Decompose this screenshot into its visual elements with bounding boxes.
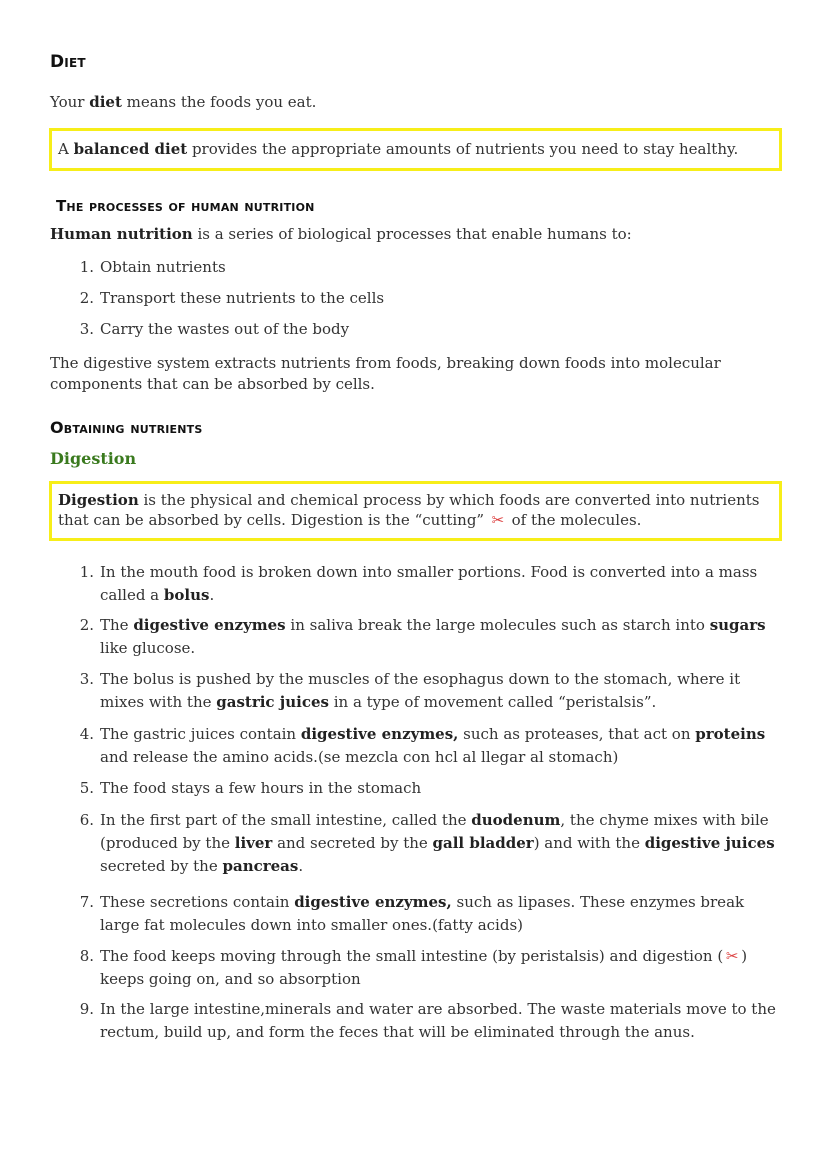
digestion-callout: Digestion is the physical and chemical process by which foods are converted into nutrients that can be absorbed by cells. Digestion is the “cutting” ✂ of the molecules. [49,481,782,541]
heading-obtaining-nutrients: Obtaining nutrients [50,418,203,437]
nutrition-intro: Human nutrition is a series of biological processes that enable humans to: [50,225,632,243]
subheading-digestion: Digestion [50,449,137,468]
diet-definition: Your diet means the foods you eat. [50,93,317,111]
list-item: 9. In the large intestine,minerals and water are absorbed. The waste materials move to the rectum, build up, and form the feces that will be eliminated through the anus. [79,1000,776,1041]
scissors-icon: ✂ [491,511,505,529]
heading-processes: The processes of human nutrition [56,197,315,215]
list-item: 5. The food stays a few hours in the stomach [79,779,422,797]
list-item: 2. The digestive enzymes in saliva break the large molecules such as starch into sugars like glucose. [79,616,766,657]
list-item: 4. The gastric juices contain digestive enzymes, such as proteases, that act on proteins and release the amino acids.(se mezcla con hcl al llegar al stomach) [79,725,766,766]
list-item: 1. In the mouth food is broken down into smaller portions. Food is converted into a mass called a bolus. [79,563,758,604]
list-item: 3. The bolus is pushed by the muscles of the esophagus down to the stomach, where it mixes with the gastric juices in a type of movement called “peristalsis”. [79,670,741,711]
digestive-system-summary: The digestive system extracts nutrients from foods, breaking down foods into molecular components that can be absorbed by cells. [50,354,721,393]
list-item: 3. Carry the wastes out of the body [79,320,350,338]
list-item: 8. The food keeps moving through the small intestine (by peristalsis) and digestion ( ✂ ) keeps going on, and so absorption [79,947,748,988]
scissors-icon: ✂ [725,947,739,965]
list-item: 1. Obtain nutrients [79,258,226,276]
list-item: 7. These secretions contain digestive enzymes, such as lipases. These enzymes break large fat molecules down into smaller ones.(fatty acids) [79,893,745,934]
heading-diet: Diet [50,52,86,72]
list-item: 2. Transport these nutrients to the cells [79,289,385,307]
list-item: 6. In the first part of the small intestine, called the duodenum, the chyme mixes with bile (produced by the liver and secreted by the gall bladder) and with the digestive juices secreted by the pancreas. [79,811,775,875]
balanced-diet-callout: A balanced diet provides the appropriate amounts of nutrients you need to stay healthy. [49,128,782,171]
